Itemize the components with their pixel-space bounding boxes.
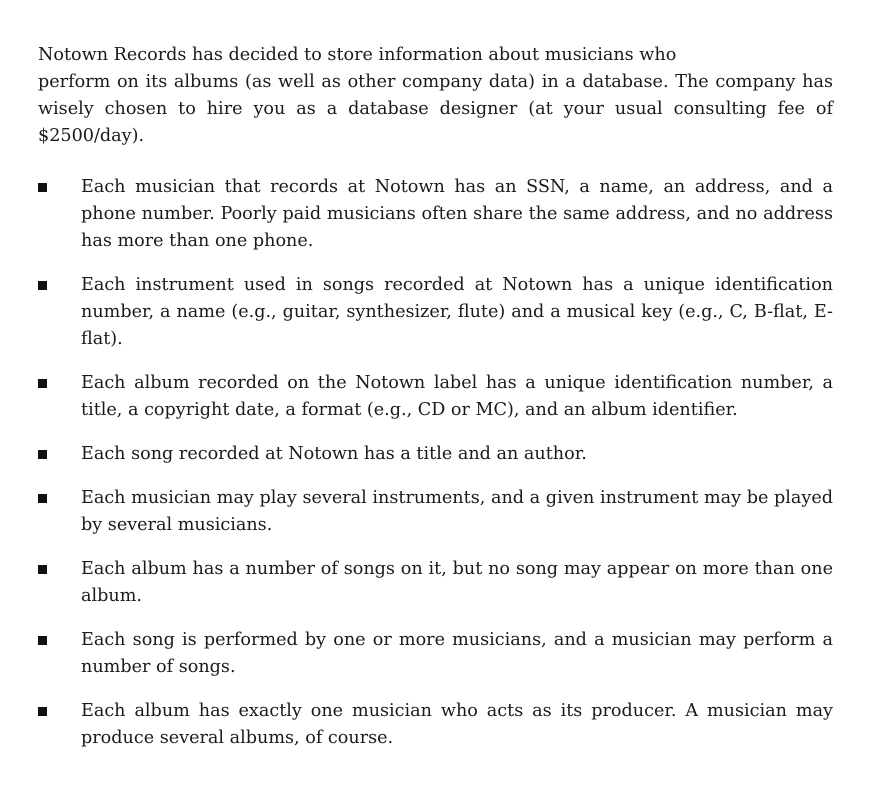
square-bullet-icon	[38, 636, 47, 645]
document-body	[38, 42, 833, 769]
square-bullet-icon	[38, 707, 47, 716]
square-bullet-icon	[38, 494, 47, 503]
intro-line-2: perform on its albums (as well as other company data) in a database. The company has wisely chosen to hire you as a database designer (at your usual consulting fee of $2500/day).	[38, 72, 833, 146]
requirement-text: Each instrument used in songs recorded at Notown has a unique identification number, a name (e.g., guitar, synthesizer, flute) and a musical key (e.g., C, B-flat, E-flat).	[81, 275, 833, 349]
requirement-text: Each musician that records at Notown has an SSN, a name, an address, and a phone number. Poorly paid musicians often share the same address, and no address has more than one phone.	[81, 177, 833, 251]
requirement-text: Each musician may play several instruments, and a given instrument may be played by several musicians.	[81, 488, 833, 535]
requirement-item	[38, 556, 833, 610]
square-bullet-icon	[38, 379, 47, 388]
requirement-item	[38, 627, 833, 681]
requirement-item	[38, 485, 833, 539]
square-bullet-icon	[38, 565, 47, 574]
requirement-text: Each song is performed by one or more musicians, and a musician may perform a number of songs.	[81, 630, 833, 677]
requirement-item	[38, 272, 833, 353]
requirements-list	[38, 174, 833, 752]
requirement-text: Each album recorded on the Notown label has a unique identification number, a title, a copyright date, a format (e.g., CD or MC), and an album identifier.	[81, 373, 833, 420]
requirement-item	[38, 370, 833, 424]
intro-paragraph	[38, 42, 833, 150]
requirement-text: Each song recorded at Notown has a title and an author.	[81, 444, 587, 464]
intro-line-1: Notown Records has decided to store information about musicians who	[38, 45, 677, 65]
requirement-item	[38, 441, 833, 468]
square-bullet-icon	[38, 183, 47, 192]
requirement-text: Each album has a number of songs on it, but no song may appear on more than one album.	[81, 559, 833, 606]
requirement-text: Each album has exactly one musician who acts as its producer. A musician may produce several albums, of course.	[81, 701, 833, 748]
square-bullet-icon	[38, 281, 47, 290]
requirement-item	[38, 698, 833, 752]
square-bullet-icon	[38, 450, 47, 459]
requirement-item	[38, 174, 833, 255]
